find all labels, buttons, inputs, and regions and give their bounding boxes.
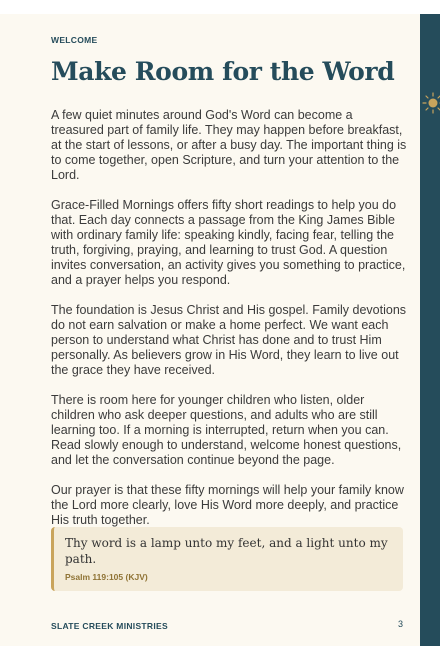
top-margin: [0, 0, 440, 14]
paragraph: Grace-Filled Mornings offers fifty short readings to help you do that. Each day connects a passage from the King James Bible with ordinary family life: speaking kindly, facing fear, telling the truth, forgiving, praying, and learning to trust God. A question invites conversation, an activity gives you something to practice, and a prayer helps you respond.: [51, 198, 406, 287]
paragraph: The foundation is Jesus Christ and His gospel. Family devotions do not earn salvation or make a home perfect. We want each person to understand what Christ has done and to trust Him personally. As believers grow in His Word, they learn to live out the grace they have received.: [51, 303, 407, 377]
paragraph: A few quiet minutes around God's Word can become a treasured part of family life. They may happen before breakfast, at the start of lessons, or after a busy day. The important thing is to come together, open Scripture, and turn your attention to the Lord.: [51, 108, 407, 182]
publisher-name: SLATE CREEK MINISTRIES: [51, 621, 168, 631]
page-number: 3: [398, 619, 404, 629]
page-title: Make Room for the Word: [51, 57, 395, 86]
body-text: [51, 108, 407, 543]
paragraph: There is room here for younger children who listen, older children who ask deeper questions, and adults who are still learning too. If a morning is interrupted, return when you can. Read slowly enough to understand, welcome honest questions, and let the conversation continue beyond the page.: [51, 393, 402, 467]
paragraph: Our prayer is that these fifty mornings will help your family know the Lord more clearly, love His Word more deeply, and practice His truth together.: [51, 483, 404, 527]
section-kicker: WELCOME: [51, 35, 98, 45]
scripture-quote: [51, 527, 403, 591]
quote-reference: Psalm 119:105 (KJV): [65, 572, 148, 582]
bottom-margin: [0, 646, 440, 660]
sun-icon: [422, 92, 440, 114]
quote-text: Thy word is a lamp unto my feet, and a light unto my path.: [65, 536, 388, 566]
